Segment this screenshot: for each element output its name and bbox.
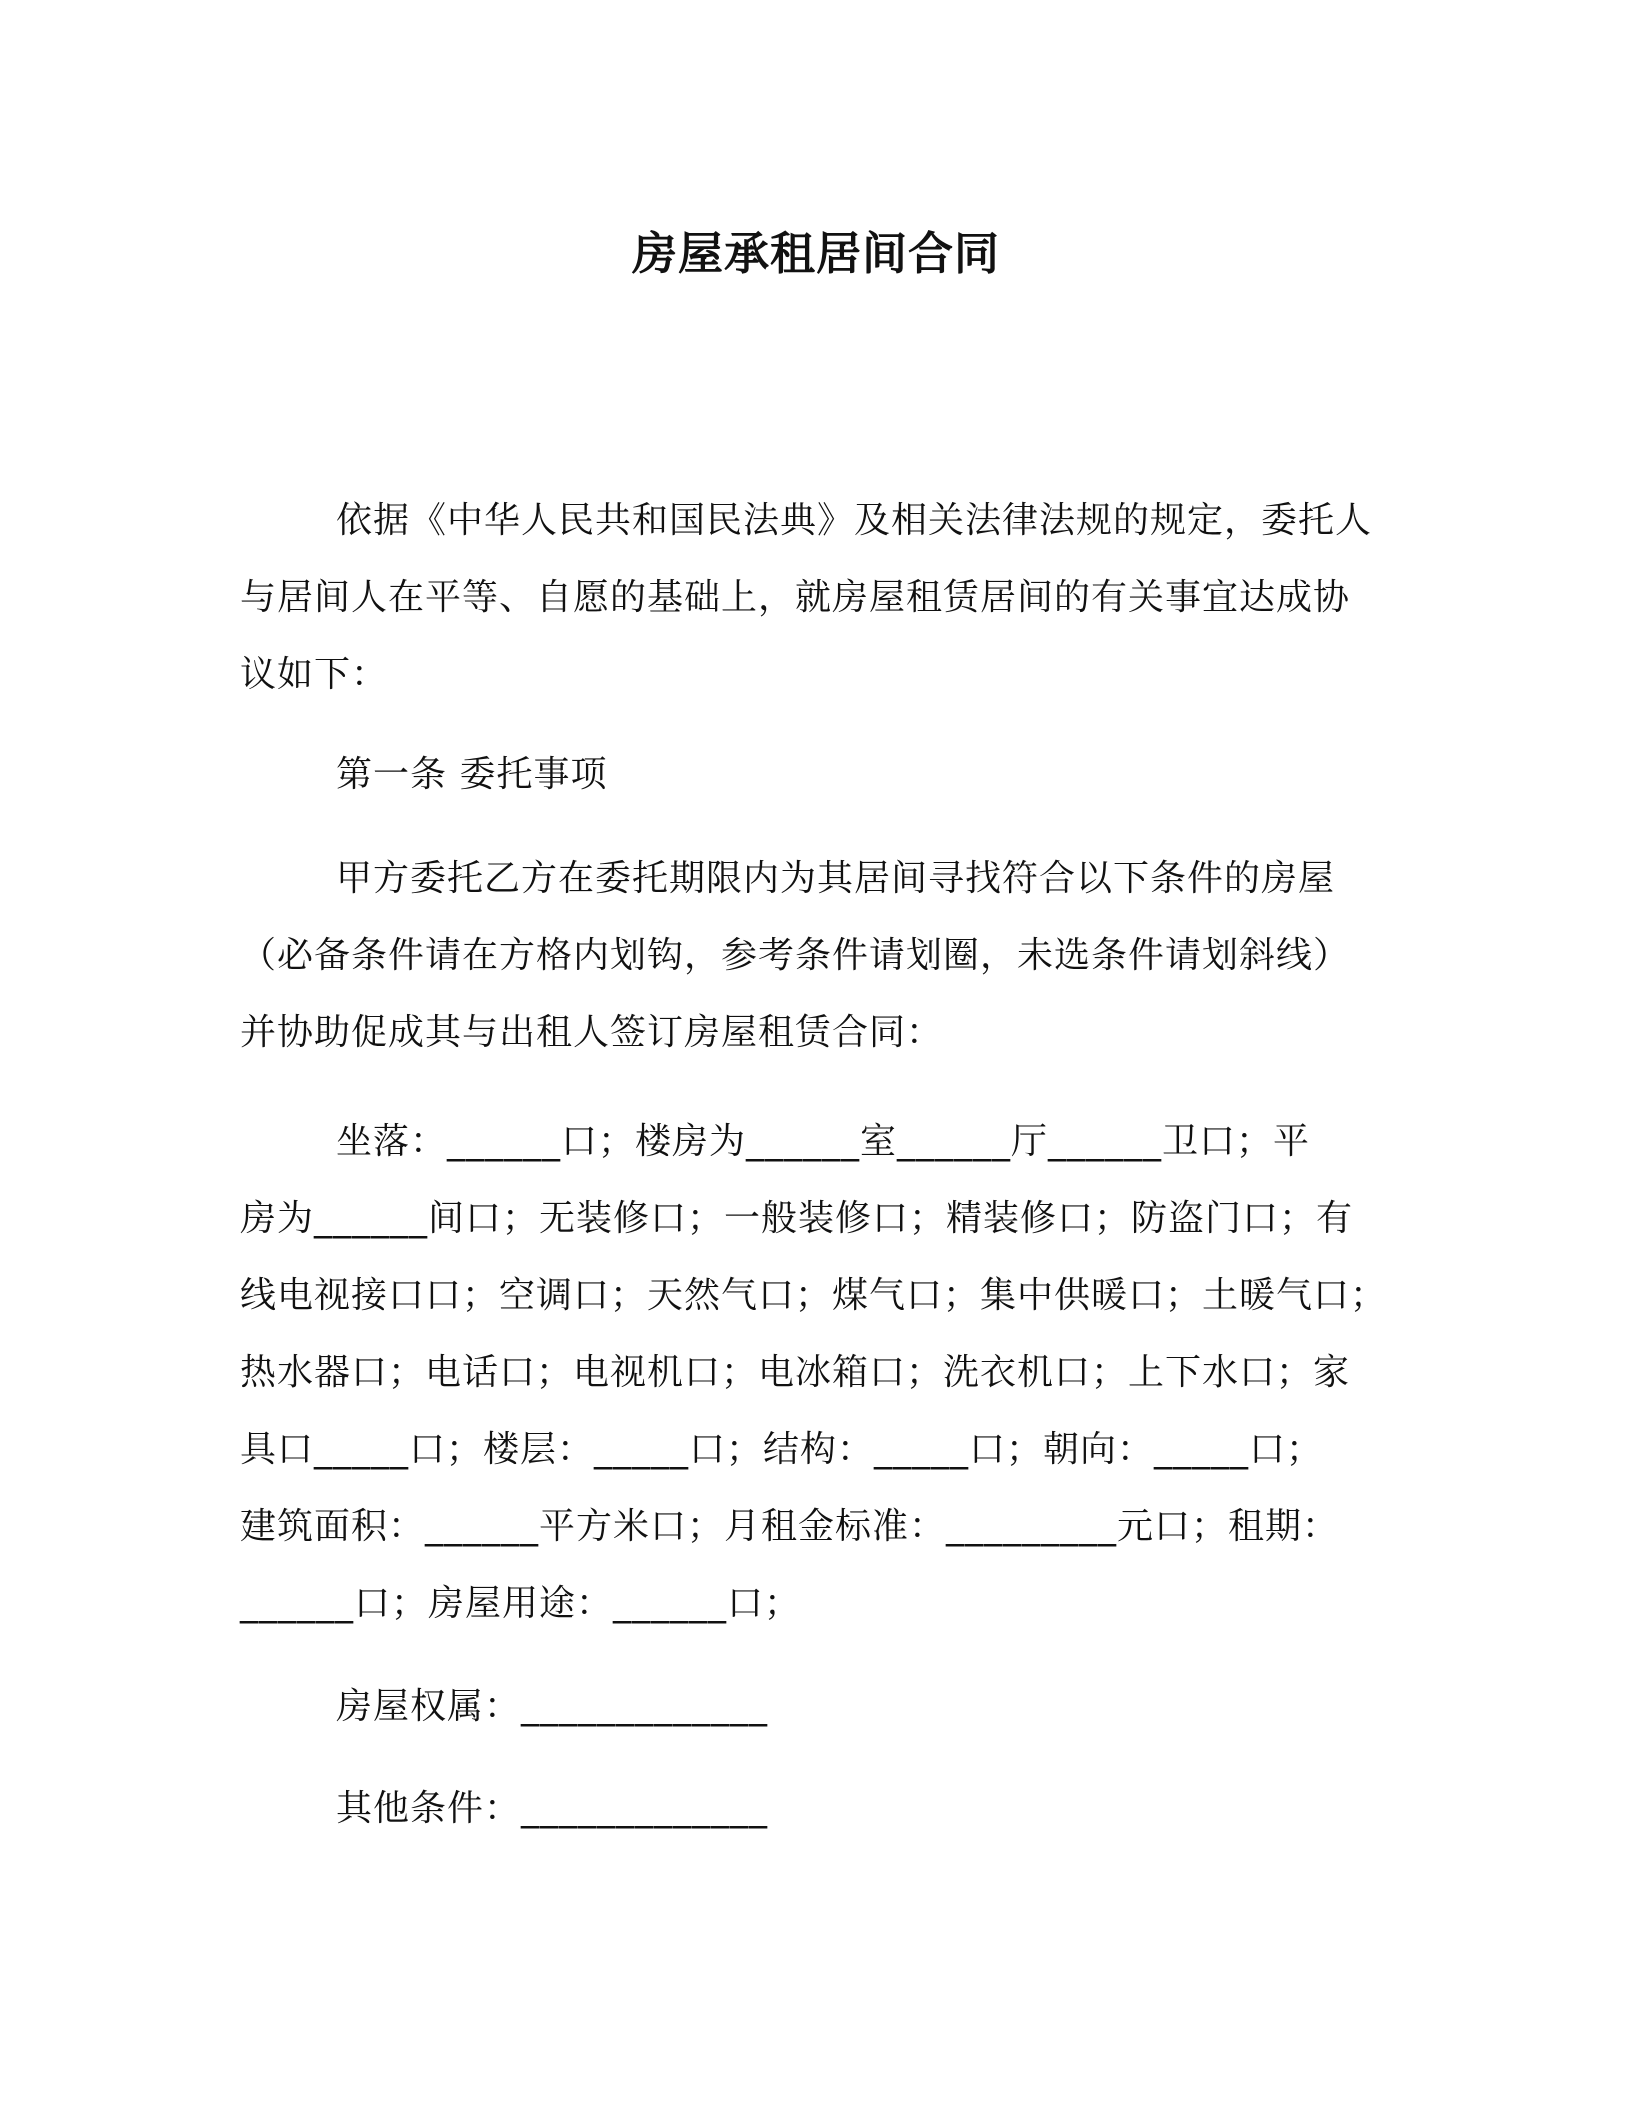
document-title: 房屋承租居间合同 xyxy=(631,227,1000,280)
condition-line: ______口；房屋用途：______口； xyxy=(240,1583,802,1624)
scope-line: 并协助促成其与出租人签订房屋租赁合同： xyxy=(240,1012,944,1053)
conditions-paragraph xyxy=(240,1103,1390,1642)
condition-line: 具口_____口；楼层：_____口；结构：_____口；朝向：_____口； xyxy=(240,1429,1324,1470)
condition-line: 热水器口；电话口；电视机口；电冰箱口；洗衣机口；上下水口；家 xyxy=(240,1352,1351,1393)
other-conditions-paragraph xyxy=(240,1770,1390,1847)
intro-line: 与居间人在平等、自愿的基础上，就房屋租赁居间的有关事宜达成协 xyxy=(240,577,1351,618)
article-heading xyxy=(240,736,1390,813)
condition-line: 建筑面积：______平方米口；月租金标准：_________元口；租期： xyxy=(240,1506,1340,1547)
scope-paragraph xyxy=(240,840,1390,1071)
scope-line: （必备条件请在方格内划钩，参考条件请划圈，未选条件请划斜线） xyxy=(240,935,1351,976)
ownership-paragraph xyxy=(240,1668,1390,1745)
condition-line: 房为______间口；无装修口；一般装修口；精装修口；防盗门口；有 xyxy=(240,1198,1354,1239)
other-conditions-line: 其他条件：_____________ xyxy=(336,1788,769,1829)
ownership-line: 房屋权属：_____________ xyxy=(336,1686,769,1727)
intro-line: 依据《中华人民共和国民法典》及相关法律法规的规定，委托人 xyxy=(336,500,1373,541)
condition-line: 线电视接口口；空调口；天然气口；煤气口；集中供暖口；土暖气口； xyxy=(240,1275,1388,1316)
intro-line: 议如下： xyxy=(240,654,389,695)
scope-line: 甲方委托乙方在委托期限内为其居间寻找符合以下条件的房屋 xyxy=(336,858,1336,899)
condition-line: 坐落：______口；楼房为______室______厅______卫口；平 xyxy=(336,1121,1311,1162)
article-1-heading: 第一条 委托事项 xyxy=(336,754,608,795)
intro-paragraph xyxy=(240,482,1390,713)
